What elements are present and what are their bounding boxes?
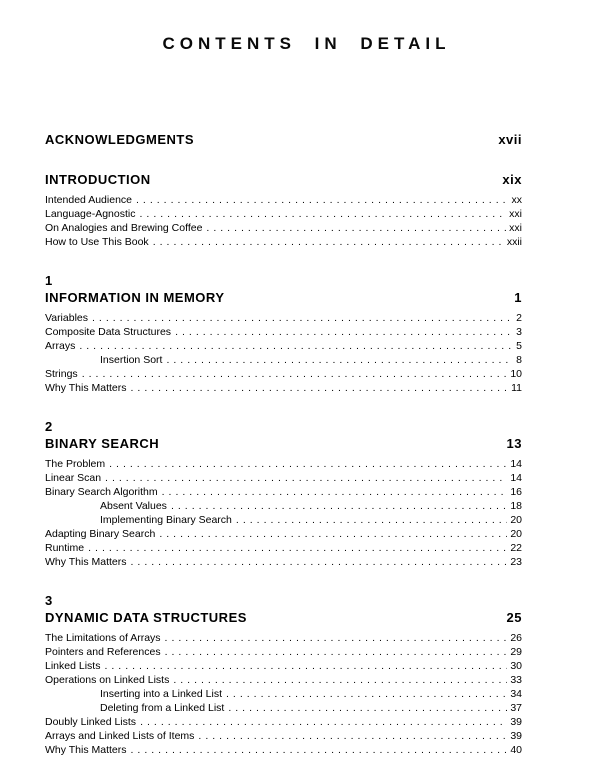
- entry-label: Language-Agnostic: [45, 208, 136, 220]
- section-heading-row: [45, 436, 522, 452]
- entry-page-number: 30: [510, 660, 522, 672]
- entry-label: Arrays and Linked Lists of Items: [45, 730, 195, 742]
- entry-page-number: 20: [510, 514, 522, 526]
- section-page-number: 1: [514, 290, 522, 305]
- dot-leader: [171, 499, 507, 513]
- toc-entry: [45, 457, 522, 471]
- entry-page-number: 20: [510, 528, 522, 540]
- dot-leader: [175, 325, 513, 339]
- dot-leader: [136, 193, 509, 207]
- dot-leader: [236, 513, 507, 527]
- entry-page-number: 37: [510, 702, 522, 714]
- dot-leader: [131, 555, 508, 569]
- dot-leader: [131, 381, 509, 395]
- entry-label: Arrays: [45, 340, 76, 352]
- section-heading-row: [45, 172, 522, 188]
- entry-label: Adapting Binary Search: [45, 528, 156, 540]
- chapter-number: 1: [45, 273, 53, 288]
- toc-entry: [45, 499, 522, 513]
- toc-entry: [45, 381, 522, 395]
- toc-entry: [45, 325, 522, 339]
- toc-entry: [45, 193, 522, 207]
- entry-label: Composite Data Structures: [45, 326, 172, 338]
- dot-leader: [79, 339, 513, 353]
- section-heading: INFORMATION IN MEMORY: [45, 290, 225, 305]
- dot-leader: [109, 457, 507, 471]
- dot-leader: [159, 527, 507, 541]
- entry-page-number: 11: [511, 382, 522, 394]
- entry-page-number: 34: [510, 688, 522, 700]
- section-page-number: 13: [506, 436, 522, 451]
- toc-entry: [45, 235, 522, 249]
- toc-entry: [45, 207, 522, 221]
- section-heading-row: [45, 610, 522, 626]
- page-title: CONTENTS IN DETAIL: [162, 34, 451, 53]
- toc-entry: [45, 367, 522, 381]
- entry-page-number: 3: [516, 326, 522, 338]
- toc-section: [45, 132, 522, 148]
- dot-leader: [165, 645, 508, 659]
- toc-entry: [45, 485, 522, 499]
- entry-label: Deleting from a Linked List: [100, 702, 225, 714]
- entry-label: Strings: [45, 368, 78, 380]
- toc-entry: [45, 527, 522, 541]
- entry-label: Linked Lists: [45, 660, 101, 672]
- entry-page-number: 14: [510, 458, 522, 470]
- entry-label: On Analogies and Brewing Coffee: [45, 222, 203, 234]
- entry-page-number: 16: [510, 486, 522, 498]
- entry-label: Variables: [45, 312, 88, 324]
- section-page-number: xix: [502, 172, 522, 187]
- section-heading: ACKNOWLEDGMENTS: [45, 132, 195, 147]
- toc-entry: [45, 221, 522, 235]
- entry-label: The Limitations of Arrays: [45, 632, 161, 644]
- entry-page-number: 39: [510, 716, 522, 728]
- dot-leader: [88, 541, 507, 555]
- entry-page-number: xx: [511, 194, 522, 206]
- section-heading: DYNAMIC DATA STRUCTURES: [45, 610, 247, 625]
- toc-entry: [45, 729, 522, 743]
- entry-label: Inserting into a Linked List: [100, 688, 222, 700]
- dot-leader: [165, 631, 508, 645]
- dot-leader: [198, 729, 507, 743]
- toc-entry: [45, 631, 522, 645]
- toc-section: [45, 273, 522, 395]
- entry-label: Implementing Binary Search: [100, 514, 232, 526]
- section-page-number: 25: [506, 610, 522, 625]
- toc-entry: [45, 555, 522, 569]
- entry-label: Absent Values: [100, 500, 167, 512]
- toc-section: [45, 172, 522, 249]
- toc-entry: [45, 673, 522, 687]
- entry-label: Linear Scan: [45, 472, 102, 484]
- toc-entry: [45, 687, 522, 701]
- toc-entry: [45, 541, 522, 555]
- entry-page-number: 10: [510, 368, 522, 380]
- dot-leader: [82, 367, 508, 381]
- entry-page-number: xxi: [509, 208, 522, 220]
- entry-label: The Problem: [45, 458, 106, 470]
- entry-label: Why This Matters: [45, 382, 127, 394]
- dot-leader: [226, 687, 507, 701]
- dot-leader: [104, 659, 507, 673]
- entry-page-number: 40: [510, 744, 522, 756]
- toc-entry: [45, 701, 522, 715]
- dot-leader: [131, 743, 508, 757]
- toc-entry: [45, 513, 522, 527]
- entry-page-number: 14: [510, 472, 522, 484]
- entry-page-number: 2: [516, 312, 522, 324]
- entry-label: How to Use This Book: [45, 236, 149, 248]
- entry-page-number: 23: [510, 556, 522, 568]
- entry-label: Binary Search Algorithm: [45, 486, 158, 498]
- toc-entry: [45, 715, 522, 729]
- toc-entry: [45, 311, 522, 325]
- section-page-number: xvii: [498, 132, 522, 147]
- entry-page-number: 5: [516, 340, 522, 352]
- chapter-number: 3: [45, 593, 53, 608]
- toc-entry: [45, 353, 522, 367]
- dot-leader: [228, 701, 507, 715]
- dot-leader: [140, 207, 507, 221]
- dot-leader: [206, 221, 506, 235]
- dot-leader: [166, 353, 513, 367]
- section-heading-row: [45, 290, 522, 306]
- entry-label: Why This Matters: [45, 744, 127, 756]
- toc-entry: [45, 339, 522, 353]
- toc-section: [45, 419, 522, 569]
- entry-label: Pointers and References: [45, 646, 161, 658]
- entry-label: Operations on Linked Lists: [45, 674, 170, 686]
- dot-leader: [105, 471, 507, 485]
- entry-label: Runtime: [45, 542, 85, 554]
- toc-entry: [45, 743, 522, 757]
- entry-page-number: 22: [510, 542, 522, 554]
- entry-label: Insertion Sort: [100, 354, 163, 366]
- dot-leader: [92, 311, 513, 325]
- entry-label: Why This Matters: [45, 556, 127, 568]
- entry-page-number: 39: [510, 730, 522, 742]
- dot-leader: [162, 485, 508, 499]
- section-heading-row: [45, 132, 522, 148]
- dot-leader: [140, 715, 507, 729]
- entry-page-number: 29: [510, 646, 522, 658]
- entry-page-number: 8: [516, 354, 522, 366]
- chapter-number: 2: [45, 419, 53, 434]
- entry-label: Intended Audience: [45, 194, 132, 206]
- dot-leader: [153, 235, 504, 249]
- entry-label: Doubly Linked Lists: [45, 716, 137, 728]
- entry-page-number: 33: [510, 674, 522, 686]
- section-heading: INTRODUCTION: [45, 172, 151, 187]
- entry-page-number: 18: [510, 500, 522, 512]
- entry-page-number: xxii: [506, 236, 522, 248]
- toc-sections: [45, 132, 522, 757]
- toc-section: [45, 593, 522, 757]
- section-heading: BINARY SEARCH: [45, 436, 160, 451]
- entry-page-number: xxi: [509, 222, 522, 234]
- toc-entry: [45, 471, 522, 485]
- toc-entry: [45, 659, 522, 673]
- toc-entry: [45, 645, 522, 659]
- dot-leader: [173, 673, 507, 687]
- entry-page-number: 26: [510, 632, 522, 644]
